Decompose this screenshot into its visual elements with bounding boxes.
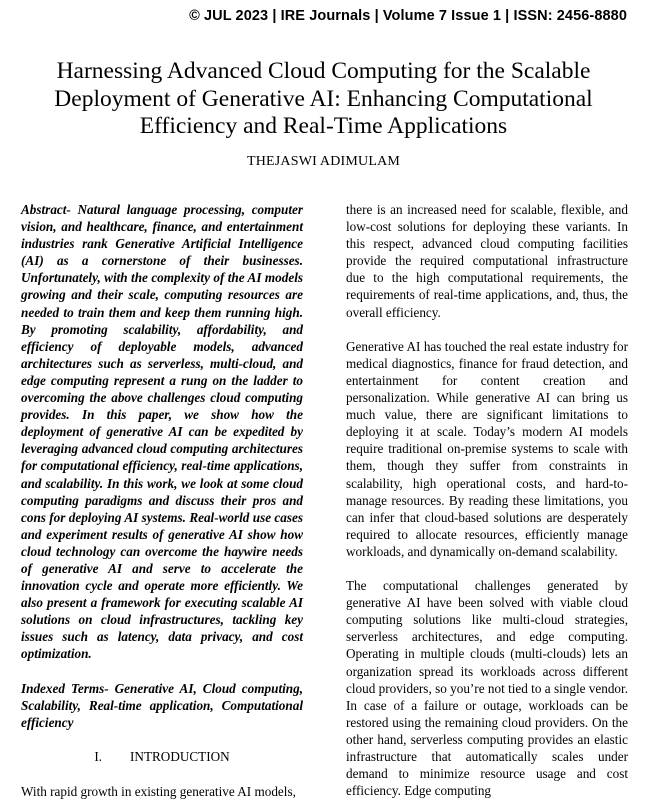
body-paragraph-3: The computational challenges generated by generative AI have been solved with viable cloud computing solutions like multi-cloud strategies, serverless architectures, and edge computing. Operating in multiple clouds (multi-clouds) lets an organization spread its workloads across different cloud providers, so you’re not tied to a single vendor. In case of a failure or outage, workloads can be restored using the remaining cloud providers. On the other hand, serverless computing provides an elastic infrastructure that automatically scales under demand to minimize resource usage and cost efficiency. Edge computing — [346, 578, 628, 799]
intro-paragraph: With rapid growth in existing generative AI models, — [21, 784, 296, 799]
index-terms: Indexed Terms- Generative AI, Cloud computing, Scalability, Real-time application, Computational efficiency — [21, 680, 303, 730]
section-title: INTRODUCTION — [130, 748, 230, 764]
body-paragraph-1: there is an increased need for scalable, flexible, and low-cost solutions for deploying these variants. In this respect, advanced cloud computing facilities provide the required computational infrastructure due to the high computational requirements, the requirements of real-time applications, and, thus, the overall efficiency. — [346, 202, 628, 320]
abstract: Abstract- Natural language processing, computer vision, and healthcare, finance, and entertainment industries rank Generative Artificial Intelligence (AI) as a cornerstone of their businesses. Unfortunately, with the complexity of the AI models growing and their scale, computing resources are needed to train them and keep them running high. By promoting scalability, affordability, and efficiency of deployable models, advanced architectures such as serverless, multi-cloud, and edge computing represent a rung on the ladder to overcoming the above challenges cloud computing provides. In this paper, we show how the deployment of generative AI can be expedited by leveraging advanced cloud computing architectures for computational efficiency, real-time applications, and scalability. In this work, we look at some cloud computing paradigms and discuss their pros and cons for deploying AI systems. Real-world use cases and experiment results of generative AI show how cloud technology can overcome the haywire needs of generative AI and serve to accelerate the innovation cycle and operate more efficiently. We also present a framework for executing scalable AI solutions on cloud infrastructures, tackling key issues such as latency, data privacy, and cost optimization. — [21, 202, 303, 662]
title-line-2: Deployment of Generative AI: Enhancing Computational — [54, 85, 593, 112]
paper-title — [0, 58, 647, 141]
right-column — [346, 201, 628, 799]
title-line-1: Harnessing Advanced Cloud Computing for the Scalable — [56, 58, 591, 84]
title-line-3: Efficiency and Real-Time Applications — [139, 113, 508, 139]
running-header: © JUL 2023 | IRE Journals | Volume 7 Issue 1 | ISSN: 2456-8880 — [189, 8, 627, 24]
left-column — [21, 201, 303, 800]
section-heading — [21, 748, 303, 765]
author-name: THEJASWI ADIMULAM — [246, 154, 401, 169]
body-paragraph-2: Generative AI has touched the real estate industry for medical diagnostics, finance for fraud detection, and entertainment for content creation and personalization. While generative AI can bring us much value, there are significant limitations to deploying it at scale. Today’s modern AI models require traditional on-premise systems to scale with them, though they suffer from constraints in scalability, high operational costs, and hard-to-manage resources. By reading these limitations, you can infer that cloud-based solutions are desperately required to allocate resources, efficiently manage workloads, and dynamically on-demand scalability. — [346, 338, 628, 559]
section-number: I. — [94, 748, 103, 764]
